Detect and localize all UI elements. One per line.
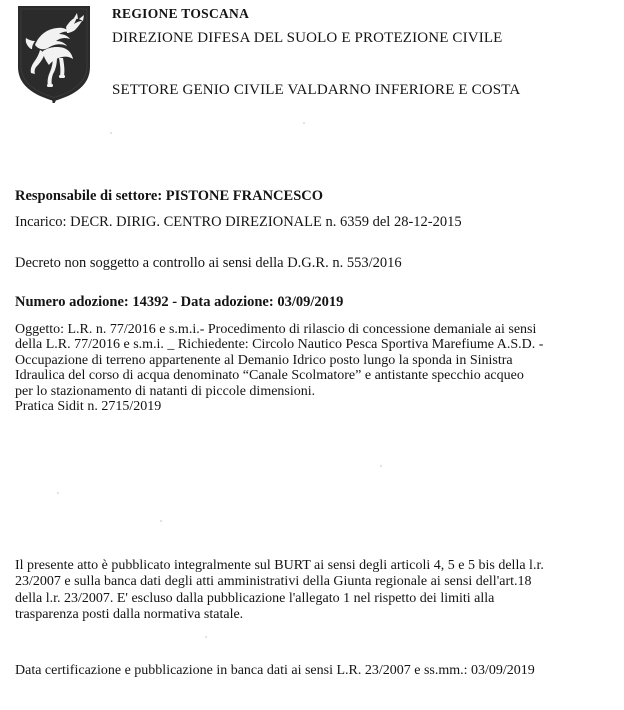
subject-line: Idraulica del corso di acqua denominato “Canale Scolmatore” e antistante specchio acqueo: [15, 368, 524, 384]
appointment-reference: Incarico: DECR. DIRIG. CENTRO DIREZIONALE n. 6359 del 28-12-2015: [15, 214, 462, 230]
scan-speck: [160, 520, 162, 522]
subject-line: Occupazione di terreno appartenente al Demanio Idrico posto lungo la sponda in Sinistra: [15, 352, 513, 368]
subject-line: della L.R. 77/2016 e s.m.i. _ Richiedente: Circolo Nautico Pesca Sportiva Marefiume A.S.D. -: [15, 337, 544, 353]
subject-line: Oggetto: L.R. n. 77/2016 e s.m.i.- Procedimento di rilascio di concessione demaniale ai sensi: [15, 322, 537, 337]
scan-speck: [110, 132, 112, 134]
tuscany-pegasus-crest-icon: [17, 5, 91, 103]
publication-line: 23/2007 e sulla banca dati degli atti amministrativi della Giunta regionale ai sensi dell'art.18: [15, 574, 532, 590]
directorate-name: DIREZIONE DIFESA DEL SUOLO E PROTEZIONE CIVILE: [112, 30, 503, 46]
scan-speck: [205, 636, 207, 638]
practice-reference: Pratica Sidit n. 2715/2019: [15, 399, 162, 415]
adoption-block: [15, 294, 615, 311]
publication-line: trasparenza posti dalla normativa statale.: [15, 606, 244, 622]
publication-block: [15, 558, 615, 623]
control-statement: Decreto non soggetto a controllo ai sensi della D.G.R. n. 553/2016: [15, 255, 402, 271]
responsible-block: [15, 188, 615, 231]
subject-line: per lo stazionamento di natanti di piccole dimensioni.: [15, 383, 316, 399]
certification-date-line: Data certificazione e pubblicazione in banca dati ai sensi L.R. 23/2007 e ss.mm.: 03/09/2019: [15, 663, 535, 678]
publication-line: Il presente atto è pubblicato integralmente sul BURT ai sensi degli articoli 4, 5 e 5 bis della l.r.: [15, 558, 544, 573]
letterhead: [0, 0, 624, 115]
organization-name: REGIONE TOSCANA: [112, 6, 250, 21]
control-statement-block: [15, 255, 615, 272]
scan-speck: [57, 492, 59, 494]
scan-speck: [380, 465, 382, 467]
scan-speck: [303, 122, 305, 124]
sector-name: SETTORE GENIO CIVILE VALDARNO INFERIORE E COSTA: [112, 82, 521, 98]
adoption-number-and-date: Numero adozione: 14392 - Data adozione: 03/09/2019: [15, 294, 344, 310]
subject-block: [15, 322, 615, 414]
responsible-officer: Responsabile di settore: PISTONE FRANCESCO: [15, 188, 324, 204]
publication-line: della l.r. 23/2007. E' escluso dalla pubblicazione l'allegato 1 nel rispetto dei limiti alla: [15, 590, 495, 606]
